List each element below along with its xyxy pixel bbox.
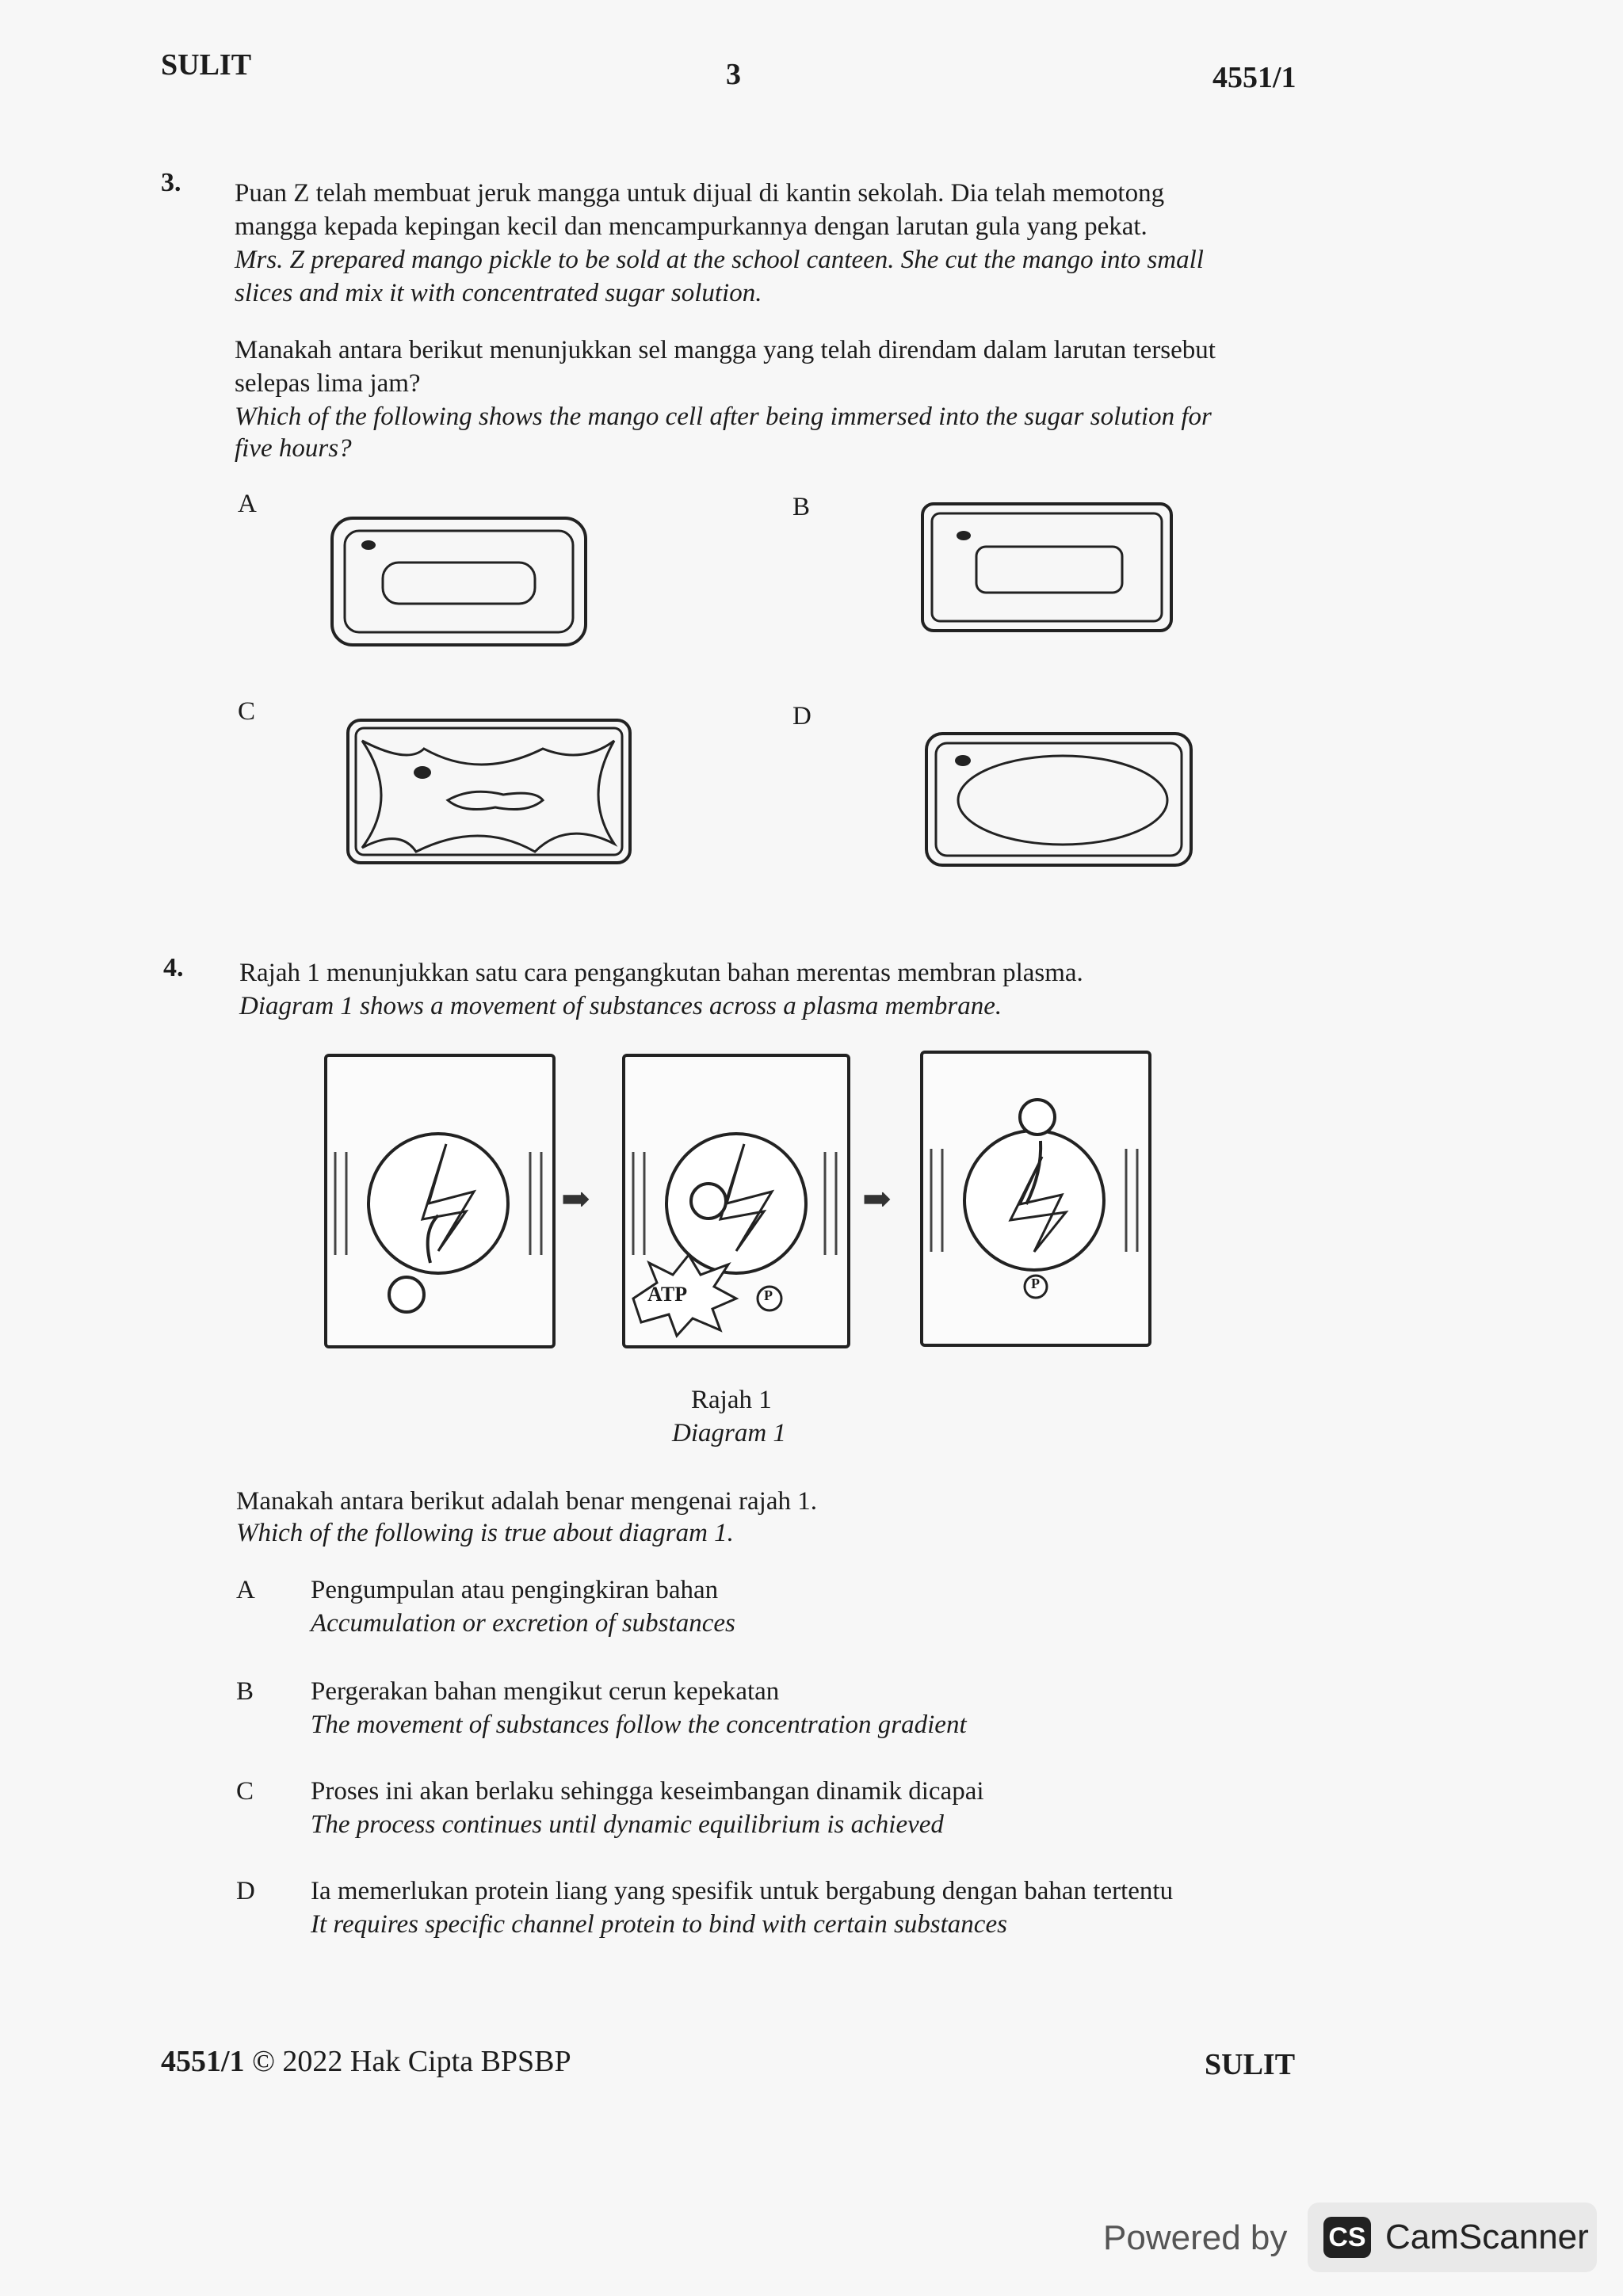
q3-ask-malay-line1: Manakah antara berikut menunjukkan sel mangga yang telah direndam dalam larutan tersebut [235,336,1216,364]
camscanner-badge [1308,2203,1597,2272]
q3-english-line1: Mrs. Z prepared mango pickle to be sold at the school canteen. She cut the mango into small [235,246,1204,274]
diagram-caption-english: Diagram 1 [672,1419,786,1447]
q4-malay: Rajah 1 menunjukkan satu cara pengangkutan bahan merentas membran plasma. [239,959,1083,987]
q4-option-c-malay: Proses ini akan berlaku sehingga keseimbangan dinamik dicapai [311,1777,984,1806]
phosphate-label-2: P [764,1287,773,1303]
q3-option-d-label: D [792,702,812,730]
q4-number: 4. [163,953,184,982]
q3-english-line2: slices and mix it with concentrated sugar solution. [235,279,762,307]
diagram-caption-malay: Rajah 1 [691,1386,772,1414]
q3-ask-english-line2: five hours? [235,434,352,463]
q3-ask-malay-line2: selepas lima jam? [235,369,421,398]
footer-copyright: © 2022 Hak Cipta BPSBP [252,2045,571,2078]
arrow-right-icon: ➡ [561,1180,590,1219]
phosphate-label-3: P [1031,1276,1040,1291]
q4-option-b-english: The movement of substances follow the concentration gradient [311,1711,967,1739]
diagram-panel-2 [622,1054,850,1348]
q3-option-a-label: A [238,490,257,518]
q4-ask-malay: Manakah antara berikut adalah benar mengenai rajah 1. [236,1487,817,1516]
footer-code: 4551/1 [161,2045,245,2078]
q4-ask-english: Which of the following is true about diagram 1. [236,1519,734,1547]
header-code: 4551/1 [1212,61,1296,94]
q3-malay-line2: mangga kepada kepingan kecil dan mencampurkannya dengan larutan gula yang pekat. [235,212,1148,241]
arrow-right-icon: ➡ [862,1180,892,1219]
header-sulit: SULIT [161,48,252,82]
q4-option-c-english: The process continues until dynamic equilibrium is achieved [311,1810,944,1839]
q3-option-c-label: C [238,697,256,726]
powered-by-text: Powered by [1103,2218,1288,2257]
footer-sulit: SULIT [1205,2048,1296,2081]
cell-diagram-c [345,717,635,868]
camscanner-logo-icon: CS [1323,2217,1371,2258]
diagram-panel-3 [920,1051,1151,1347]
carrier-protein-release-inside [923,1054,1148,1344]
q4-option-d-letter: D [236,1877,255,1905]
q4-option-a-english: Accumulation or excretion of substances [311,1609,735,1638]
q4-option-a-malay: Pengumpulan atau pengingkiran bahan [311,1576,719,1604]
q4-english: Diagram 1 shows a movement of substances across a plasma membrane. [239,992,1002,1020]
footer-left [161,2044,571,2079]
q4-option-a-letter: A [236,1576,255,1604]
q4-option-d-malay: Ia memerlukan protein liang yang spesifik untuk bergabung dengan bahan tertentu [311,1877,1174,1905]
q3-ask-english-line1: Which of the following shows the mango cell after being immersed into the sugar solution for [235,402,1212,431]
atp-label: ATP [647,1283,688,1306]
cell-diagram-b [919,501,1176,635]
diagram-panel-1 [324,1054,556,1348]
q4-option-b-malay: Pergerakan bahan mengikut cerun kepekatan [311,1677,780,1706]
cell-diagram-a [329,515,590,650]
q4-option-d-english: It requires specific channel protein to bind with certain substances [311,1910,1007,1939]
q3-option-b-label: B [792,493,811,521]
q4-option-b-letter: B [236,1677,254,1706]
page-number: 3 [726,58,741,91]
q3-number: 3. [161,168,181,197]
q3-malay-line1: Puan Z telah membuat jeruk mangga untuk dijual di kantin sekolah. Dia telah memotong [235,179,1165,208]
camscanner-brand: CamScanner [1385,2218,1589,2256]
cell-diagram-d [923,730,1196,870]
carrier-protein-open-outside [327,1057,552,1345]
q4-option-c-letter: C [236,1777,254,1806]
